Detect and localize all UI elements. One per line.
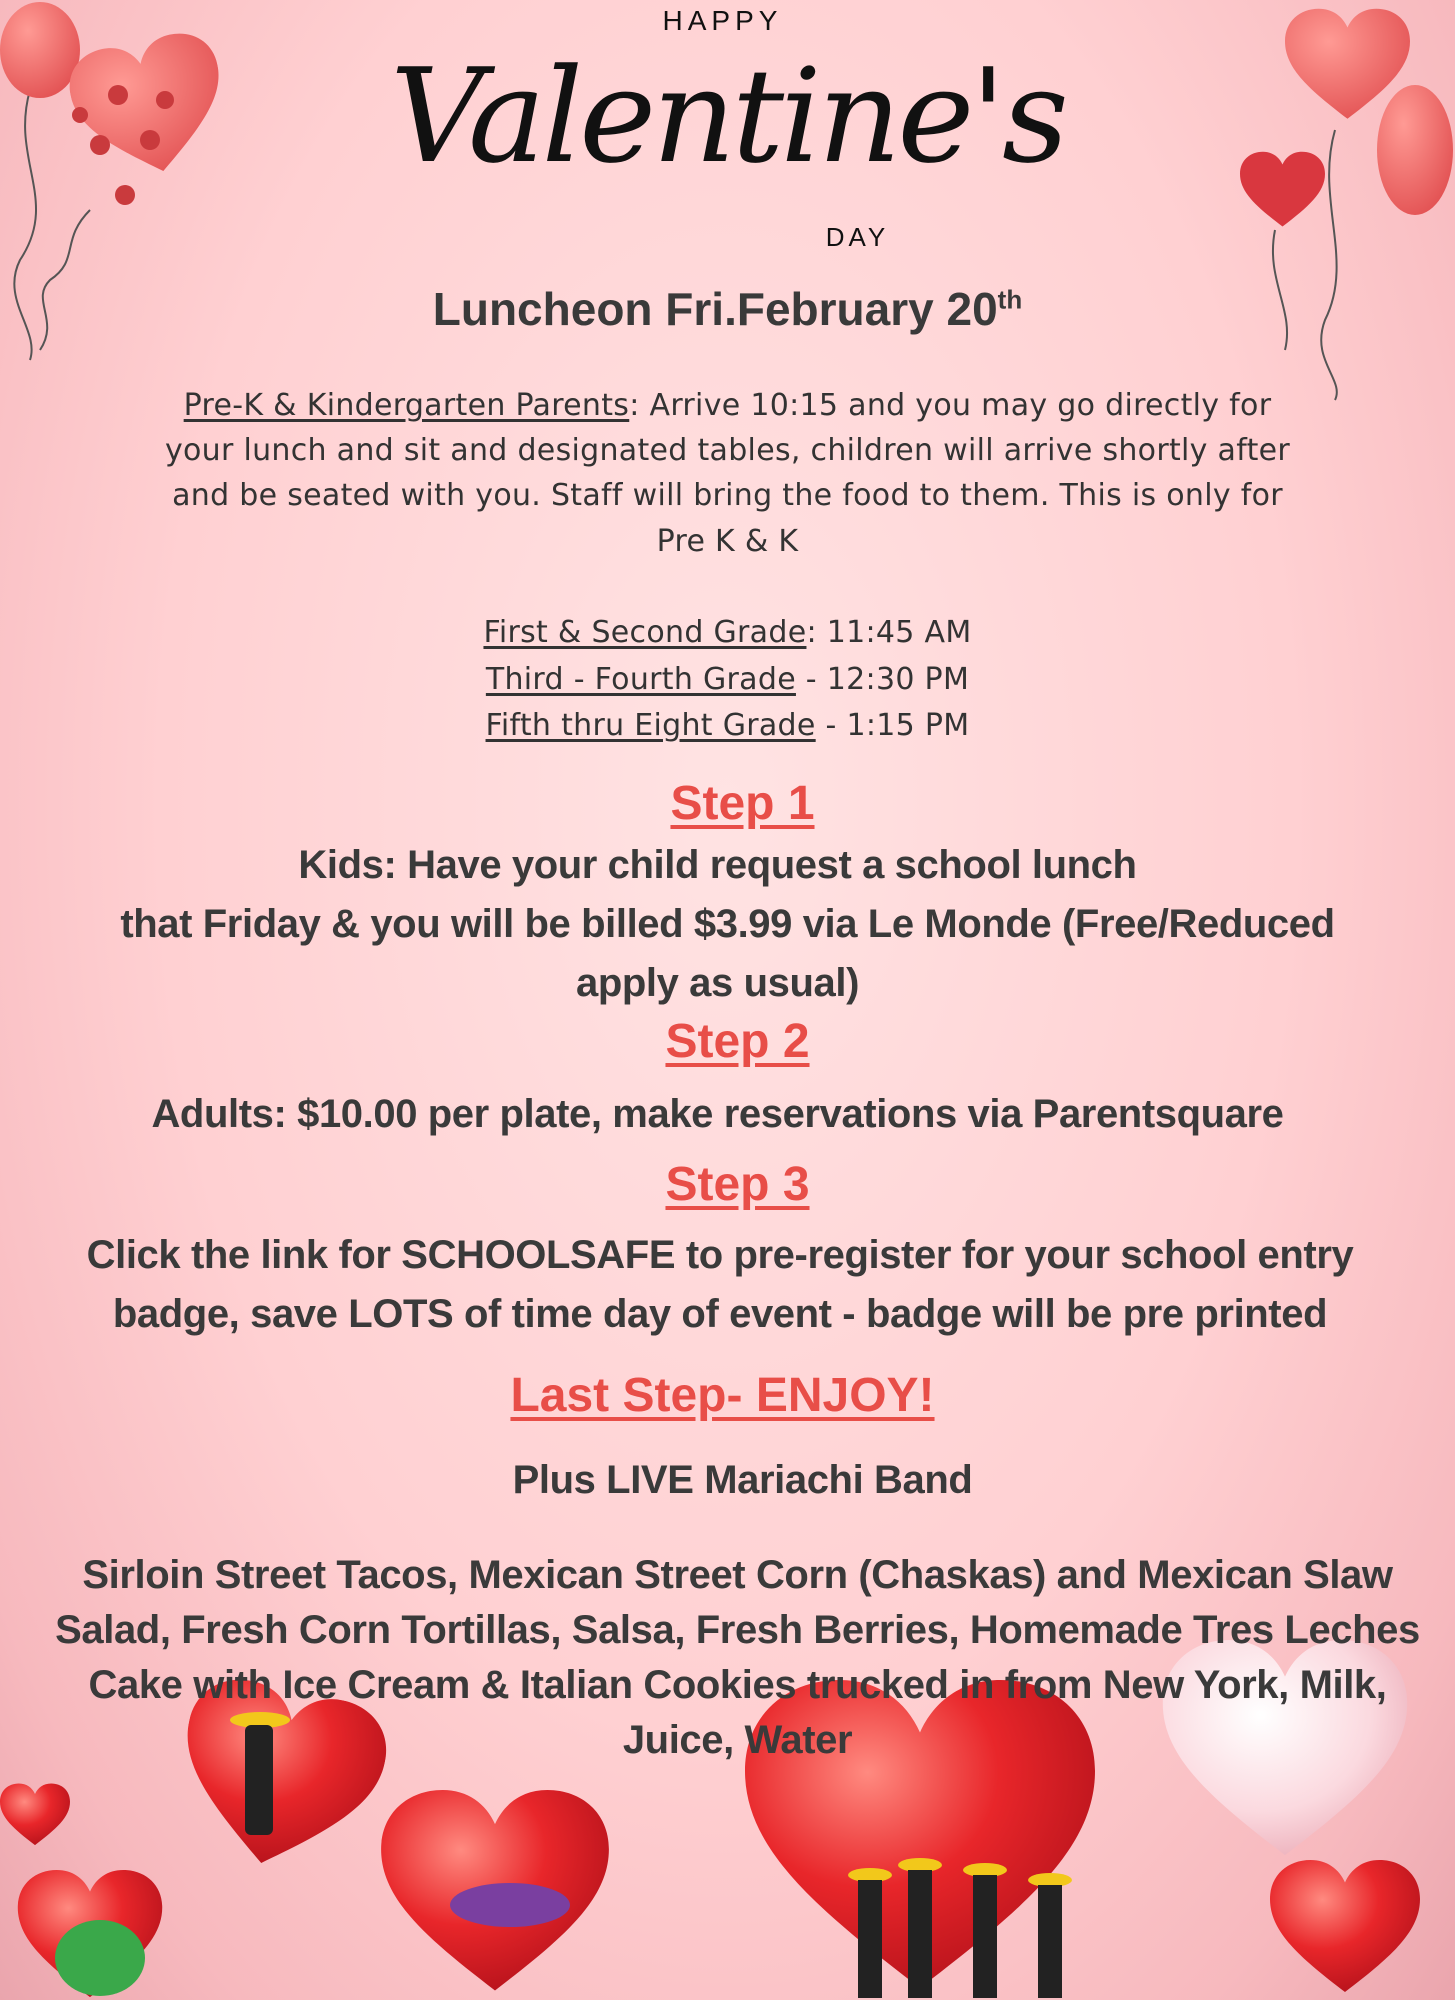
step-1-line: apply as usual) (576, 961, 859, 1005)
grade-row (0, 708, 1455, 743)
luncheon-date (0, 282, 1455, 336)
menu-line: Salad, Fresh Corn Tortillas, Salsa, Fresh Berries, Homemade Tres Leches (55, 1608, 1420, 1652)
happy-text: HAPPY (662, 5, 783, 36)
menu-line: Cake with Ice Cream & Italian Cookies trucked in from New York, Milk, (88, 1663, 1387, 1707)
day-text: DAY (825, 222, 890, 252)
grade-row (0, 662, 1455, 697)
prek-line-1 (0, 388, 1455, 423)
grade-label: First & Second Grade (483, 615, 807, 650)
step-2-heading: Step 2 (665, 1015, 810, 1068)
grade-row (0, 615, 1455, 650)
step-1-heading: Step 1 (670, 777, 815, 830)
prek-label: Pre-K & Kindergarten Parents (183, 388, 630, 423)
last-step-heading: Last Step- ENJOY! (510, 1369, 935, 1422)
step-3-line: Click the link for SCHOOLSAFE to pre-register for your school entry (86, 1233, 1354, 1277)
date-suffix: th (997, 284, 1023, 315)
step-1-line: that Friday & you will be billed $3.99 via Le Monde (Free/Reduced (120, 902, 1335, 946)
separator: - (795, 662, 827, 697)
step-2-line: Adults: $10.00 per plate, make reservations via Parentsquare (151, 1092, 1284, 1136)
prek-line-2: your lunch and sit and designated tables, children will arrive shortly after (164, 433, 1291, 468)
menu-line: Sirloin Street Tacos, Mexican Street Corn (Chaskas) and Mexican Slaw (82, 1553, 1393, 1597)
menu-line: Juice, Water (622, 1718, 853, 1762)
separator: - (815, 708, 847, 743)
prek-line-3: and be seated with you. Staff will bring the food to them. This is only for (172, 478, 1283, 513)
grade-time: 12:30 PM (826, 662, 970, 697)
prek-text: : Arrive 10:15 and you may go directly for (629, 388, 1272, 423)
mariachi-band-text: Plus LIVE Mariachi Band (512, 1458, 973, 1502)
luncheon-text: Luncheon Fri.February 20 (432, 283, 998, 335)
step-3-line: badge, save LOTS of time day of event - badge will be pre printed (112, 1292, 1328, 1336)
grade-label: Fifth thru Eight Grade (485, 708, 816, 743)
grade-time: 11:45 AM (826, 615, 972, 650)
step-3-heading: Step 3 (665, 1158, 810, 1211)
prek-line-4: Pre K & K (656, 524, 799, 559)
grade-time: 1:15 PM (846, 708, 970, 743)
valentines-title: Valentine's (390, 40, 1065, 192)
step-1-line: Kids: Have your child request a school lunch (298, 843, 1137, 887)
grade-label: Third - Fourth Grade (485, 662, 796, 697)
separator: : (806, 615, 827, 650)
